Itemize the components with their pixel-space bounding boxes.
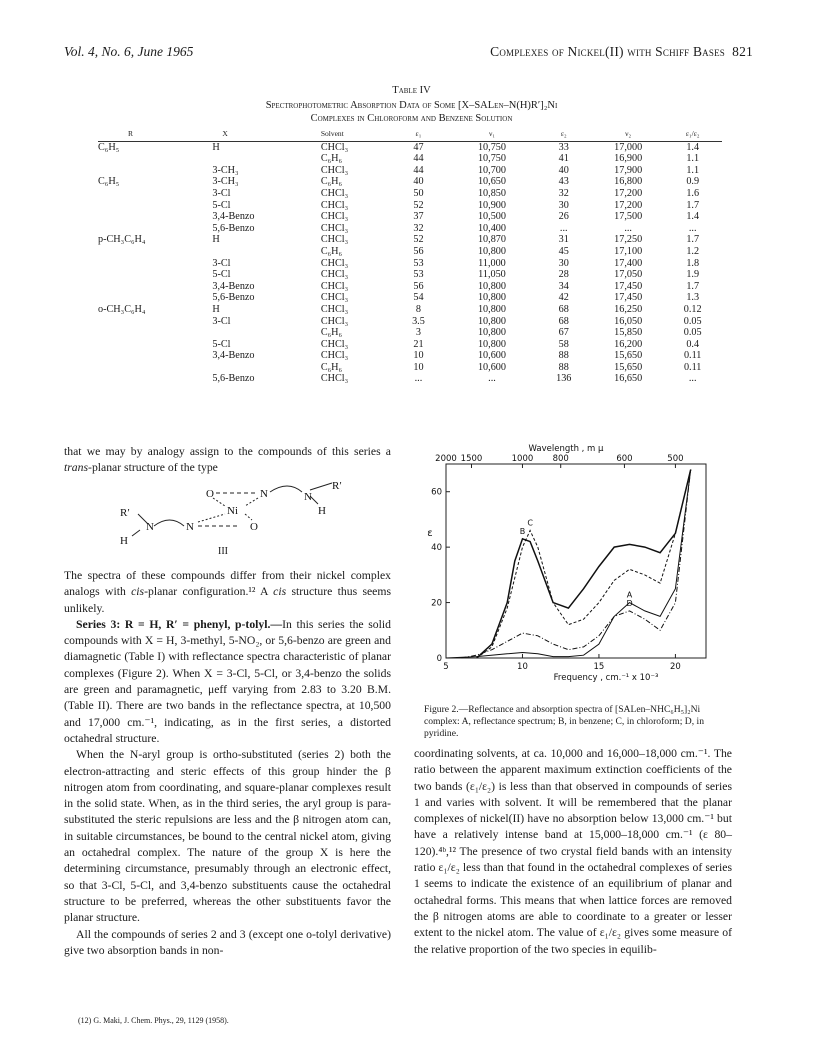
table-cell: 43: [558, 176, 569, 188]
section-heading: Series 3: R = H, R′ = phenyl, p-tolyl.—: [76, 617, 283, 631]
top-tick-label: 1000: [511, 454, 534, 464]
table-cell: [98, 211, 212, 223]
table-cell: [98, 339, 212, 351]
table-cell: 37: [413, 211, 424, 223]
table-cell: 56: [413, 280, 424, 292]
paragraph: coordinating solvents, at ca. 10,000 and 16,000–18,000 cm.⁻¹. The ratio between the apparent maximum extinction coefficients of the two bands (ε₁/ε₂) is less than that observed in compounds of series 1 and varies with solvent. It will be remembered that the planar complexes of nickel(II) have no absorption below 13,000 cm.⁻¹ but have a relatively intense band at 15,000–18,000 cm.⁻¹ (ε 80–120).⁴ᵇ,¹² The presence of two crystal field bands with an intensity ratio ε₁/ε₂ less than that found in the octahedral complexes of series 1 seems to indicate the existence of an equilibrium of planar and octahedral forms. This means that when lattice forces are removed the β nitrogen atoms are able to coordinate to a greater or lesser extent to the nickel atom. The value of ε₁/ε₂ gives some measure of the relative proportion of the two species in equilib-: [414, 747, 732, 956]
table-cell: 10: [413, 361, 424, 373]
y-tick-label: 20: [431, 598, 442, 609]
series-line-A: [446, 470, 691, 659]
table-cell: 3-Cl: [212, 315, 231, 327]
table-row: [98, 339, 722, 351]
y-tick-label: 0: [436, 654, 442, 664]
table-cell: CHCl₃: [320, 187, 349, 199]
table-cell: 42: [558, 292, 569, 304]
table-cell: 10,870: [477, 234, 506, 246]
table-cell: C₆H₆: [320, 153, 343, 165]
atom-h: H: [318, 505, 326, 517]
table-cell: CHCl₃: [320, 199, 349, 211]
text: structure thus seems unlikely.: [64, 585, 392, 615]
table-cell: 68: [558, 315, 569, 327]
table-cell: o-CH₃C₆H₄: [98, 303, 146, 315]
table-cell: 41: [558, 153, 569, 165]
table-cell: [98, 165, 212, 177]
table-row: [98, 176, 722, 188]
table-cell: 1.2: [686, 245, 700, 257]
table-cell: H: [212, 141, 220, 153]
table-cell: 54: [413, 292, 424, 304]
table-cell: 58: [558, 338, 569, 350]
table-cell: 44: [413, 153, 424, 165]
table-cell: 88: [558, 350, 569, 362]
table-row: [98, 165, 722, 177]
table-cell: 0.05: [683, 315, 702, 327]
table-cell: 30: [558, 199, 569, 211]
top-axis-label: Wavelength , m μ: [528, 444, 604, 454]
table-cell: 17,900: [614, 164, 643, 176]
table-cell: CHCl₃: [320, 373, 349, 385]
x-tick-label: 10: [517, 662, 528, 672]
atom-n: N: [260, 488, 268, 500]
table-cell: CHCl₃: [320, 303, 349, 315]
table-cell: CHCl₃: [320, 257, 349, 269]
col-header: ε₂: [535, 128, 593, 141]
table-cell: 0.05: [683, 327, 702, 339]
table-cell: 50: [413, 187, 424, 199]
table-cell: 10,700: [477, 164, 506, 176]
table-cell: 15,650: [614, 361, 643, 373]
table-row: [98, 246, 722, 258]
table-cell: ...: [688, 373, 697, 385]
table-cell: 56: [413, 245, 424, 257]
table-row: [98, 211, 722, 223]
table-cell: 10,800: [477, 292, 506, 304]
table-cell: CHCl₃: [320, 141, 349, 153]
table-row: [98, 234, 722, 246]
table-cell: CHCl₃: [320, 269, 349, 281]
table-caption-line2: Complexes in Chloroform and Benzene Solution: [310, 113, 513, 124]
table-cell: [98, 292, 212, 304]
table-cell: [98, 373, 212, 385]
table-cell: 0.4: [686, 338, 700, 350]
table-cell: 10,500: [477, 211, 506, 223]
table-cell: 88: [558, 361, 569, 373]
table-cell: 1.4: [686, 141, 700, 153]
table-cell: [98, 258, 212, 270]
table-cell: 0.9: [686, 176, 700, 188]
running-header-volume: Vol. 4, No. 6, June 1965: [64, 44, 194, 59]
table-cell: [98, 350, 212, 362]
text: -planar structure of the type: [88, 461, 218, 475]
table-cell: 3-CH₃: [212, 176, 239, 188]
table-caption-line1: Spectrophotometric Absorption Data of Some [X–SALen–N(H)R′]₂Ni: [265, 100, 558, 111]
col-header: ε₁: [388, 128, 450, 141]
table-cell: 1.7: [686, 234, 700, 246]
table-cell: 3,4-Benzo: [212, 280, 255, 292]
text: -planar configuration.¹² A: [144, 585, 274, 599]
left-column-top: [64, 444, 391, 477]
table-cell: p-CH₃C₆H₄: [98, 234, 146, 246]
table-cell: 17,400: [614, 257, 643, 269]
structure-diagram-III: [110, 478, 360, 558]
series-line-D: [461, 470, 690, 659]
table-cell: 1.7: [686, 199, 700, 211]
table-cell: 1.9: [686, 269, 700, 281]
table-cell: 17,050: [614, 269, 643, 281]
table-cell: 31: [558, 234, 569, 246]
table-cell: [212, 153, 320, 165]
table-cell: [98, 223, 212, 235]
top-tick-label: 1500: [460, 454, 483, 464]
table-cell: 10,800: [477, 338, 506, 350]
table-cell: 16,050: [614, 315, 643, 327]
table-cell: 3,4-Benzo: [212, 211, 255, 223]
table-cell: 17,500: [614, 211, 643, 223]
table-cell: 136: [556, 373, 572, 385]
table-cell: [98, 269, 212, 281]
table-cell: [98, 200, 212, 212]
nickel-atom: Ni: [227, 505, 238, 517]
table-cell: 16,900: [614, 153, 643, 165]
table-cell: CHCl₃: [320, 292, 349, 304]
table-cell: 3-CH₃: [212, 164, 239, 176]
col-header: Solvent: [321, 128, 388, 141]
x-tick-label: 15: [593, 662, 605, 672]
chart-axes: [427, 444, 706, 683]
table-row: [98, 153, 722, 165]
table-cell: 30: [558, 257, 569, 269]
table-cell: C₆H₆: [320, 327, 343, 339]
table-header-row: [98, 128, 722, 141]
table-cell: 10,400: [477, 222, 506, 234]
table-cell: 11,000: [478, 257, 506, 269]
table-cell: 1.3: [686, 292, 700, 304]
structure-label: III: [218, 546, 228, 557]
italic-text: trans: [64, 461, 89, 475]
table-cell: 53: [413, 269, 424, 281]
table-row: [98, 223, 722, 235]
table-cell: 17,450: [614, 280, 643, 292]
table-cell: 33: [558, 141, 569, 153]
chart-series: [446, 470, 691, 659]
text: In this series the solid compounds with X = H, 3-methyl, 5-NO₂, or 5,6-benzo are green and diamagnetic (Table I) with reflectance spectra characteristic of planar complexes (Figure 2). When X = 3-Cl, 5-Cl, or 3,4-benzo the solids are green and paramagnetic, μeff varying from 2.83 to 3.20 B.M. (Table II). There are two bands in the reflectance spectra, at 10,500 and 17,000 cm.⁻¹, indicating, as in the first series, a distorted octahedral structure.: [64, 617, 391, 745]
table-row: [98, 362, 722, 374]
table-cell: C₆H₆: [320, 361, 343, 373]
table-cell: 11,050: [478, 269, 506, 281]
table-cell: 8: [415, 303, 421, 315]
table-cell: 0.11: [683, 350, 702, 362]
left-column-body: [64, 568, 391, 959]
table-cell: 40: [413, 176, 424, 188]
table-row: [98, 327, 722, 339]
table-cell: 5-Cl: [212, 199, 231, 211]
table-cell: 28: [558, 269, 569, 281]
col-header: R: [98, 128, 212, 141]
table-cell: 10,750: [477, 141, 506, 153]
table-cell: 1.7: [686, 280, 700, 292]
top-tick-label: 600: [616, 454, 633, 464]
table-cell: 68: [558, 303, 569, 315]
top-tick-label: 2000: [435, 454, 457, 464]
table-row: [98, 141, 722, 153]
table-cell: C₆H₅: [98, 141, 120, 153]
table-cell: CHCl₃: [320, 315, 349, 327]
table-cell: 3-Cl: [212, 187, 231, 199]
table-cell: CHCl₃: [320, 234, 349, 246]
table-cell: CHCl₃: [320, 350, 349, 362]
table-cell: 16,250: [614, 303, 643, 315]
spectra-chart: [414, 440, 720, 698]
table-cell: 52: [413, 234, 424, 246]
table-cell: 17,200: [614, 187, 643, 199]
table-row: [98, 269, 722, 281]
table-cell: ...: [414, 373, 423, 385]
top-tick-label: 500: [667, 454, 684, 464]
text: that we may by analogy assign to the compounds of this series a: [64, 445, 391, 458]
table-cell: [98, 362, 212, 374]
table-cell: [98, 327, 212, 339]
y-tick-label: 40: [431, 543, 442, 554]
table-cell: CHCl₃: [320, 164, 349, 176]
table-cell: 17,450: [614, 292, 643, 304]
data-table: [98, 128, 722, 385]
atom-n: N: [186, 521, 194, 533]
right-column: [414, 746, 732, 958]
r-prime-label: R′: [332, 480, 342, 492]
table-cell: 17,100: [614, 245, 643, 257]
table-cell: [212, 327, 320, 339]
table-cell: CHCl₃: [320, 338, 349, 350]
table-cell: 16,800: [614, 176, 643, 188]
table-cell: 15,850: [614, 327, 643, 339]
series-label-B: B: [519, 526, 526, 536]
col-header: ν₂: [593, 128, 663, 141]
table-row: [98, 188, 722, 200]
table-cell: 17,200: [614, 199, 643, 211]
table-cell: 52: [413, 199, 424, 211]
table-cell: 10,850: [477, 187, 506, 199]
page-number: 821: [732, 44, 753, 59]
table-row: [98, 304, 722, 316]
y-tick-label: 60: [431, 487, 442, 498]
table-row: [98, 281, 722, 293]
table-cell: 5,6-Benzo: [212, 222, 255, 234]
table-cell: 10,750: [477, 153, 506, 165]
table-cell: 1.1: [686, 164, 700, 176]
figure-caption: Figure 2.—Reflectance and absorption spectra of [SALen–NHC₆H₅]₂Ni complex: A, reflectance spectrum; B, in benzene; C, in chloroform; D, in pyridine.: [424, 704, 704, 739]
table-cell: 10,800: [477, 280, 506, 292]
table-cell: ...: [688, 222, 697, 234]
series-line-B: [477, 470, 691, 659]
table-row: [98, 316, 722, 328]
table-cell: 44: [413, 164, 424, 176]
table-cell: 10,800: [477, 245, 506, 257]
series-line-C: [477, 470, 691, 659]
table-cell: 10,900: [477, 199, 506, 211]
x-tick-label: 5: [443, 662, 449, 672]
series-label-C: C: [527, 518, 533, 528]
atom-n: N: [304, 491, 312, 503]
table-cell: 10,800: [477, 303, 506, 315]
table-cell: 3: [415, 327, 421, 339]
r-prime-label: R′: [120, 507, 130, 519]
paragraph: When the N-aryl group is ortho-substituted (series 2) both the electron-attracting and steric effects of this group hinder the β nitrogen atom from coordinating, and square-planar complexes result in the solid state. When, as in the third series, the aryl group is para-substituted the steric repulsions are less and the β nitrogen atom can, in suitable circumstances, be bound to the central nickel atom, giving an octahedral complex. The nature of the group X is here the determining circumstance, presumably through an electronic effect, so that 3-Cl, 5-Cl, and 3,4-benzo substituents cause the octahedral structure to be preferred, whereas the other substituents favor the planar structure.: [64, 748, 391, 925]
paragraph: [64, 617, 391, 747]
paragraph: [64, 444, 391, 477]
table-cell: [98, 281, 212, 293]
paragraph: [64, 568, 391, 617]
table-cell: H: [212, 303, 220, 315]
table-cell: 17,250: [614, 234, 643, 246]
table-cell: [98, 188, 212, 200]
table-body: [98, 141, 722, 385]
text: The spectra of these compounds differ from their nickel complex analogs with: [64, 569, 391, 599]
table-cell: 10: [413, 350, 424, 362]
table-cell: 5-Cl: [212, 338, 231, 350]
table-cell: 3-Cl: [212, 257, 231, 269]
table-cell: ...: [624, 222, 632, 234]
y-axis-label: ε: [427, 528, 433, 540]
table-cell: 5,6-Benzo: [212, 292, 255, 304]
table-cell: 10,600: [477, 361, 506, 373]
table-cell: 45: [558, 245, 569, 257]
table-cell: CHCl₃: [320, 211, 349, 223]
top-tick-label: 800: [552, 454, 569, 464]
table-cell: 10,800: [477, 315, 506, 327]
table-cell: 67: [558, 327, 569, 339]
table-cell: 32: [413, 222, 424, 234]
header-title-text: Complexes of Nickel(II) with Schiff Bases: [490, 44, 725, 59]
table-cell: 15,650: [614, 350, 643, 362]
table-cell: 47: [413, 141, 424, 153]
table-cell: ...: [488, 373, 496, 385]
table-row: [98, 292, 722, 304]
table-cell: C₆H₆: [320, 245, 343, 257]
series-label-D: D: [626, 598, 633, 608]
atom-h: H: [120, 535, 128, 547]
table-cell: [212, 362, 320, 374]
col-header: X: [212, 128, 320, 141]
x-axis-label: Frequency , cm.⁻¹ x 10⁻³: [553, 673, 659, 683]
table-cell: 1.1: [686, 153, 700, 165]
table-cell: 16,200: [614, 338, 643, 350]
table-cell: H: [212, 234, 220, 246]
table-cell: 5,6-Benzo: [212, 373, 255, 385]
table-cell: 0.12: [683, 303, 702, 315]
table-cell: 10,800: [477, 327, 506, 339]
italic-text: cis: [273, 585, 287, 599]
table-cell: 17,000: [614, 141, 643, 153]
table-cell: 3,4-Benzo: [212, 350, 255, 362]
table-cell: 1.6: [686, 187, 700, 199]
table-cell: [98, 153, 212, 165]
table-cell: 10,600: [477, 350, 506, 362]
table-cell: 53: [413, 257, 424, 269]
table-cell: 0.11: [683, 361, 702, 373]
table-cell: 5-Cl: [212, 269, 231, 281]
atom-o: O: [206, 488, 214, 500]
table-cell: 40: [558, 164, 569, 176]
table-cell: 21: [413, 338, 424, 350]
table-cell: [98, 316, 212, 328]
table-cell: 1.4: [686, 211, 700, 223]
table-cell: C₆H₅: [98, 176, 120, 188]
paragraph: All the compounds of series 2 and 3 (except one o-tolyl derivative) give two absorption bands in non-: [64, 927, 391, 957]
running-header-title: [490, 44, 753, 60]
footnote: (12) G. Maki, J. Chem. Phys., 29, 1129 (1958).: [78, 1016, 229, 1025]
table-cell: CHCl₃: [320, 280, 349, 292]
table-cell: 3.5: [412, 315, 425, 327]
table-cell: 34: [558, 280, 569, 292]
table-cell: ...: [559, 222, 568, 234]
table-row: [98, 258, 722, 270]
table-cell: 16,650: [614, 373, 643, 385]
col-header: ε₁/ε₂: [663, 128, 722, 141]
table-row: [98, 200, 722, 212]
table-cell: [212, 246, 320, 258]
table-cell: 32: [558, 187, 569, 199]
table-cell: [98, 246, 212, 258]
table-label: Table IV: [392, 85, 431, 96]
atom-o: O: [250, 521, 258, 533]
x-tick-label: 20: [669, 662, 681, 672]
table-cell: C₆H₆: [320, 176, 343, 188]
italic-text: cis: [131, 585, 145, 599]
table-row: [98, 373, 722, 385]
col-header: ν₁: [449, 128, 534, 141]
table-cell: CHCl₃: [320, 222, 349, 234]
series-label-A: A: [626, 590, 633, 600]
table-cell: 1.8: [686, 257, 700, 269]
table-cell: 26: [558, 211, 569, 223]
table-cell: 10,650: [477, 176, 506, 188]
table-row: [98, 350, 722, 362]
atom-n: N: [146, 521, 154, 533]
